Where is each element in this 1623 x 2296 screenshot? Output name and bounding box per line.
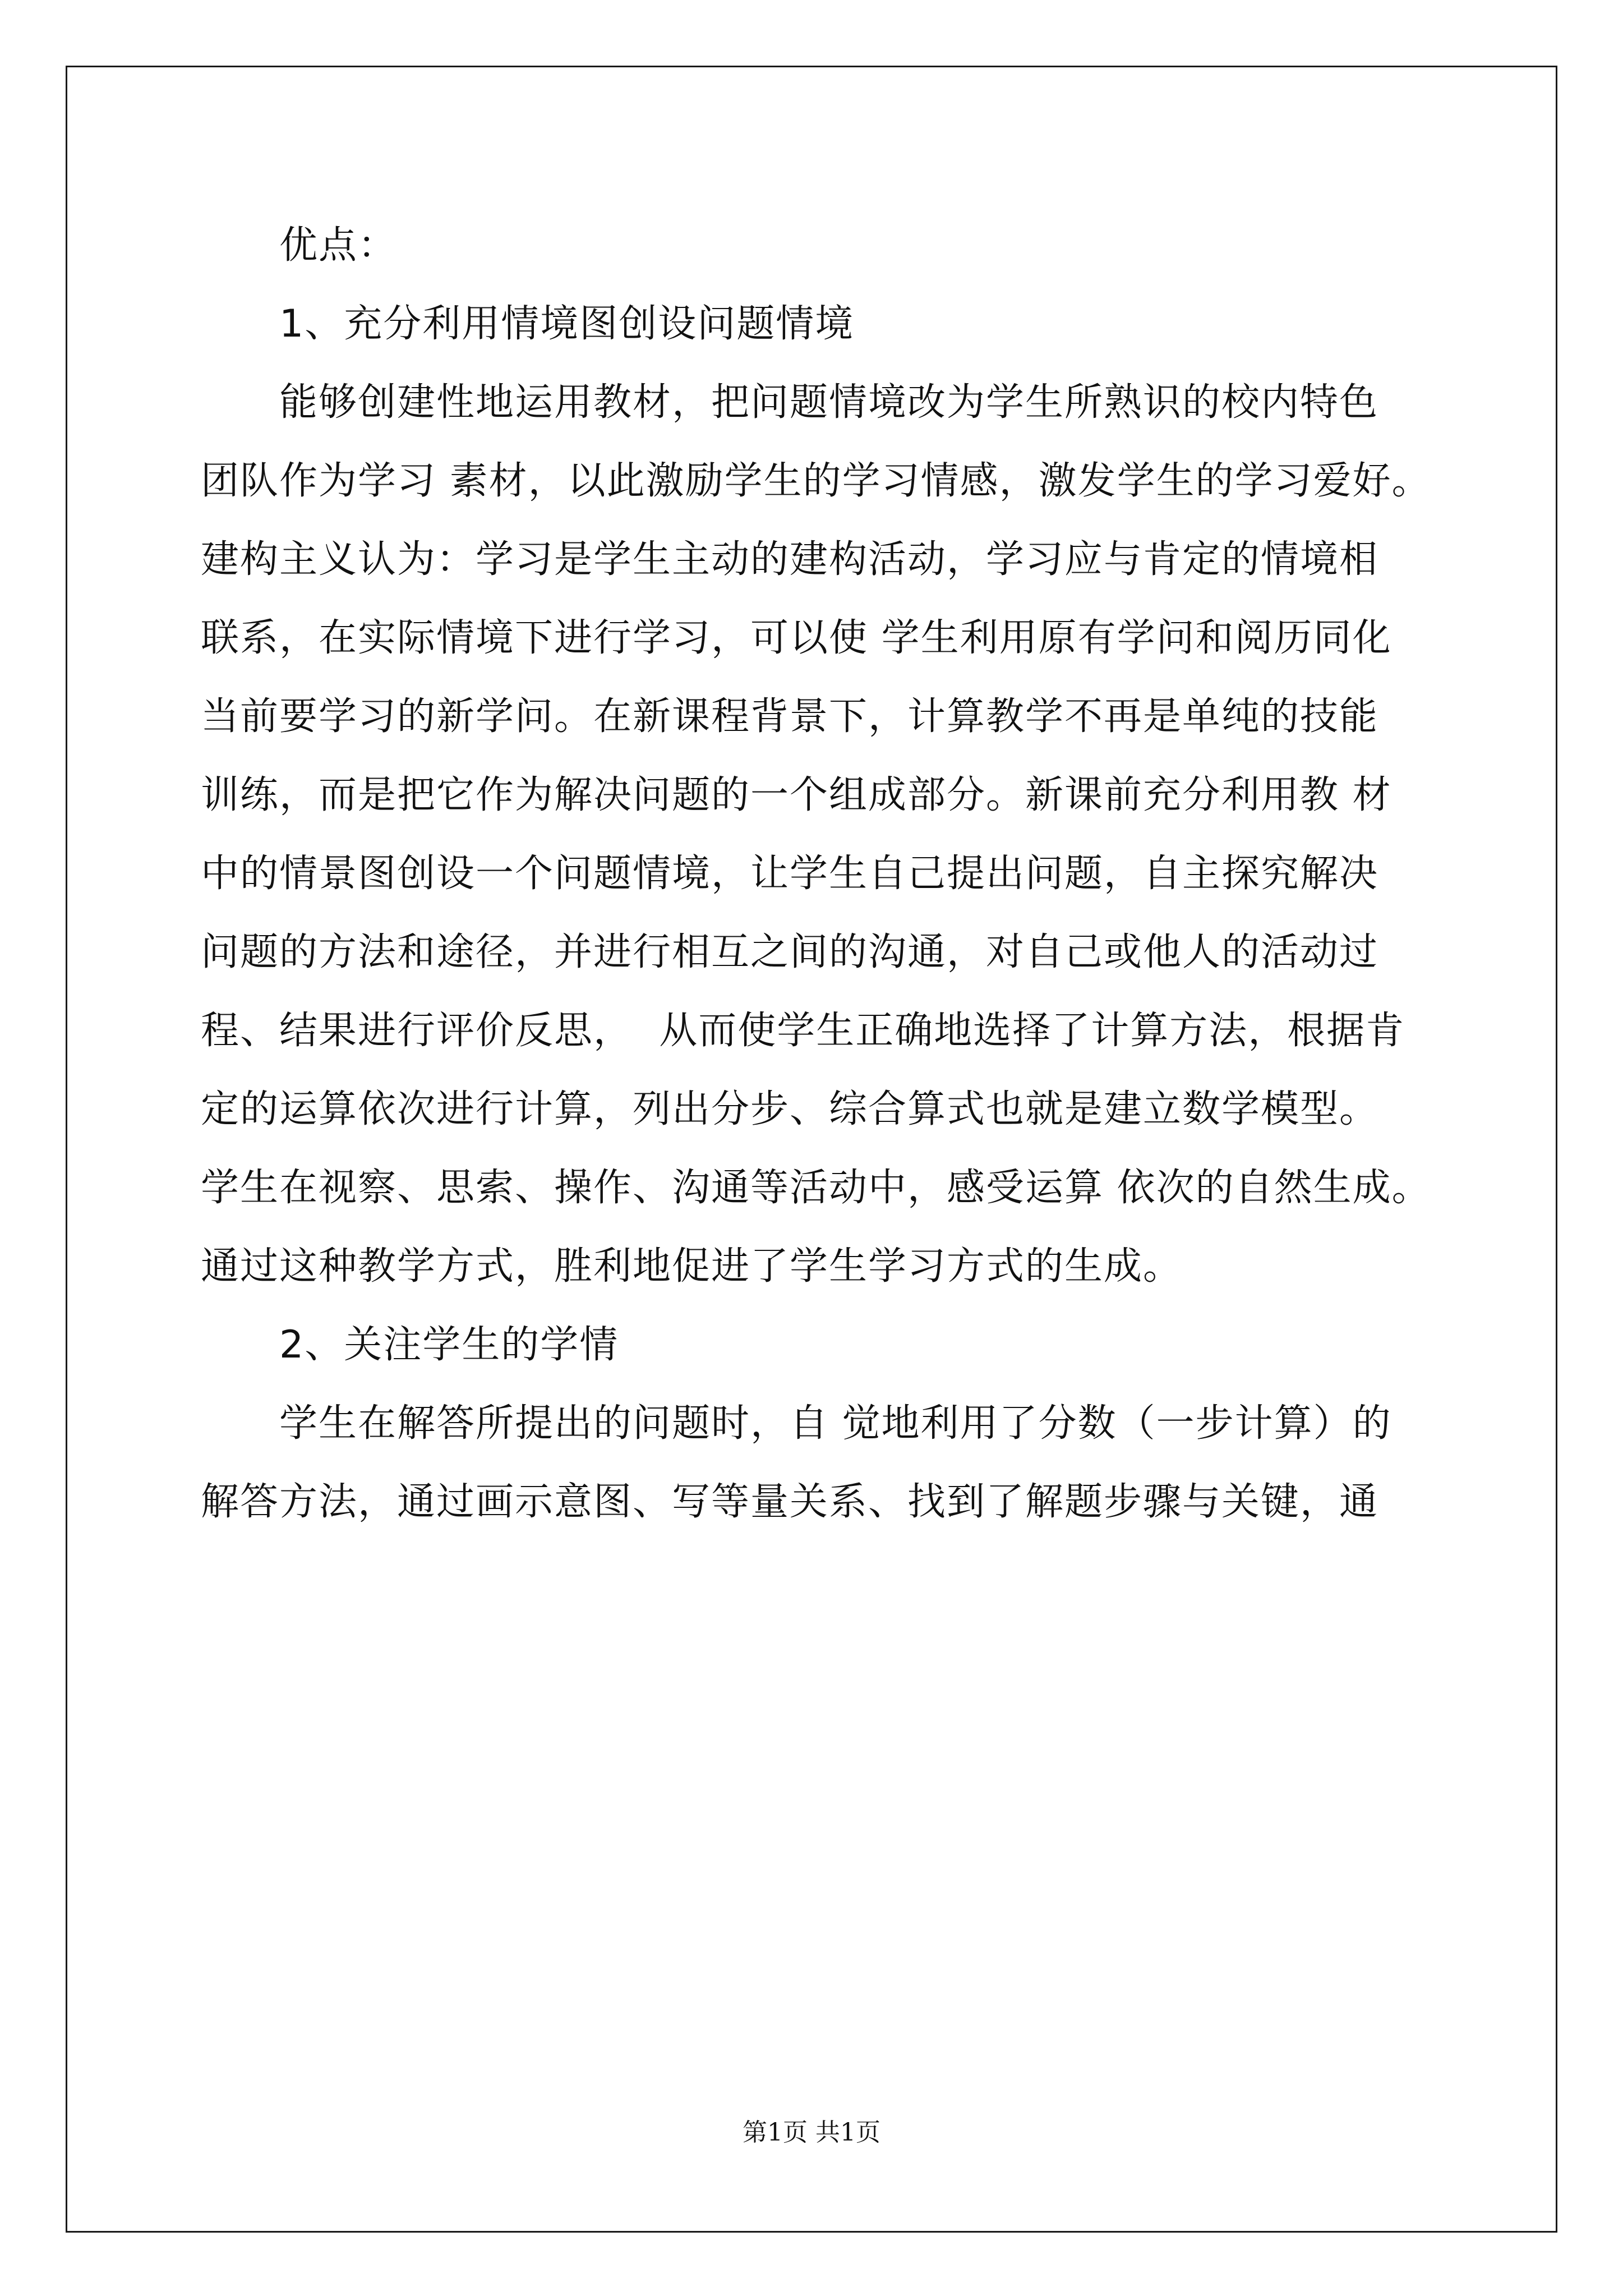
paragraph-line: 解答方法，通过画示意图、写等量关系、找到了解题步骤与关键，通 bbox=[201, 1480, 1379, 1524]
paragraph-line: 团队作为学习 素材，以此激励学生的学习情感，激发学生的学习爱好。 bbox=[201, 459, 1431, 503]
paragraph-line: 通过这种教学方式，胜利地促进了学生学习方式的生成。 bbox=[201, 1244, 1183, 1289]
document-body bbox=[201, 206, 1429, 1542]
text-block bbox=[201, 206, 1429, 1542]
page-footer: 第1页 共1页 bbox=[743, 2118, 880, 2147]
paragraph-line: 学生在视察、思索、操作、沟通等活动中，感受运算 依次的自然生成。 bbox=[201, 1166, 1431, 1210]
paragraph-line: 建构主义认为：学习是学生主动的建构活动，学习应与肯定的情境相 bbox=[201, 537, 1379, 582]
paragraph-line: 问题的方法和途径，并进行相互之间的沟通，对自己或他人的活动过 bbox=[201, 930, 1379, 974]
paragraph-line: 当前要学习的新学问。在新课程背景下，计算教学不再是单纯的技能 bbox=[201, 694, 1379, 739]
heading-advantages: 优点： bbox=[279, 223, 398, 268]
section-heading-1: 1、充分利用情境图创设问题情境 bbox=[279, 302, 855, 346]
paragraph-line: 训练，而是把它作为解决问题的一个组成部分。新课前充分利用教 材 bbox=[201, 773, 1392, 817]
paragraph-line: 中的情景图创设一个问题情境，让学生自己提出问题，自主探究解决 bbox=[201, 852, 1379, 896]
paragraph-line: 学生在解答所提出的问题时，自 觉地利用了分数（一步计算）的 bbox=[279, 1401, 1392, 1446]
paragraph-line: 联系，在实际情境下进行学习，可以使 学生利用原有学问和阅历同化 bbox=[201, 616, 1392, 660]
paragraph-line: 程、结果进行评价反思， 从而使学生正确地选择了计算方法，根据肯 bbox=[201, 1009, 1405, 1053]
paragraph-line: 定的运算依次进行计算，列出分步、综合算式也就是建立数学模型。 bbox=[201, 1087, 1379, 1131]
section-heading-2: 2、关注学生的学情 bbox=[279, 1323, 619, 1367]
paragraph-line: 能够创建性地运用教材，把问题情境改为学生所熟识的校内特色 bbox=[279, 380, 1379, 425]
